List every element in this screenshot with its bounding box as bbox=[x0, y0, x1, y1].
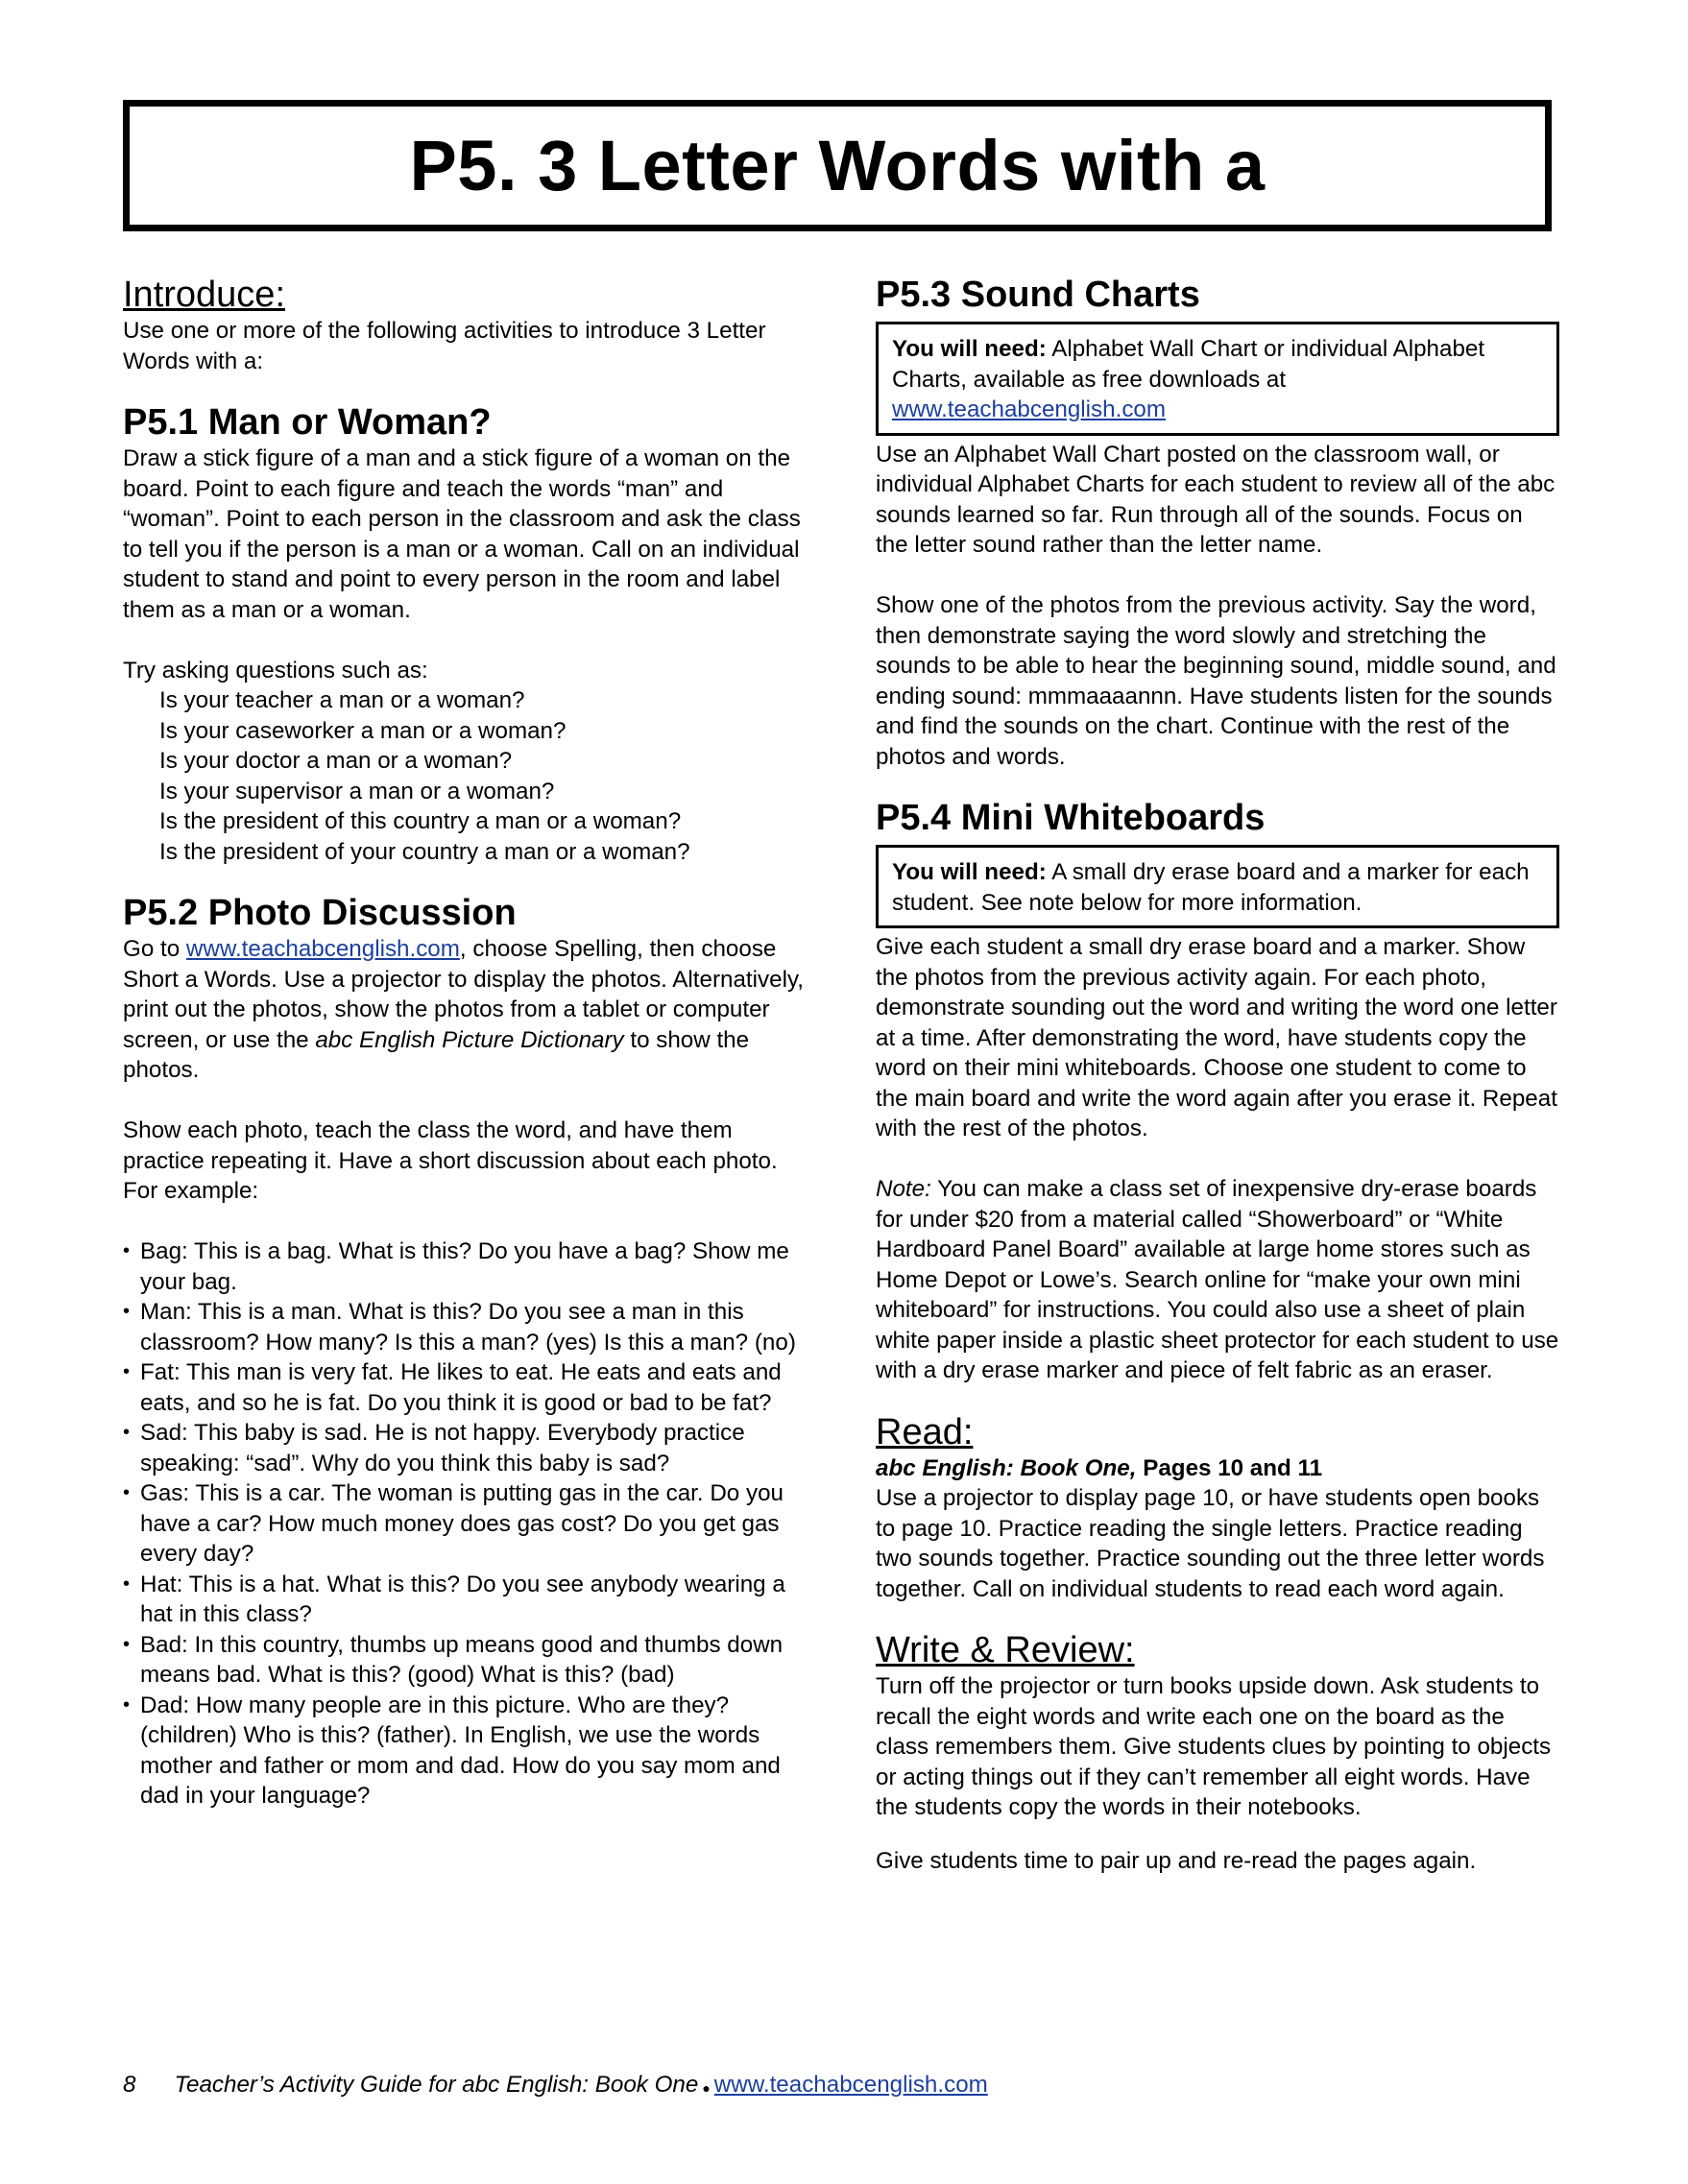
p51-heading: P5.1 Man or Woman? bbox=[123, 402, 492, 443]
read-book-line bbox=[876, 1453, 1559, 1484]
teachabc-link[interactable]: www.teachabcenglish.com bbox=[892, 396, 1167, 422]
p54-need-box bbox=[876, 845, 1559, 928]
footer-link[interactable]: www.teachabcenglish.com bbox=[713, 2072, 988, 2098]
page-footer bbox=[123, 2070, 988, 2103]
question-item: Is your doctor a man or a woman? bbox=[159, 748, 513, 774]
title-box bbox=[123, 100, 1552, 231]
list-item: • Bad: In this country, thumbs up means good and thumbs down means bad. What is this? (good) What is this? (bad) bbox=[123, 1630, 814, 1691]
page-number: 8 bbox=[123, 2072, 136, 2098]
right-column bbox=[876, 274, 1559, 1876]
list-item: • Sad: This baby is sad. He is not happy. Everybody practice speaking: “sad”. Why do you think this baby is sad? bbox=[123, 1418, 814, 1478]
question-item: Is your teacher a man or a woman? bbox=[159, 687, 525, 713]
bullet-separator: ● bbox=[702, 2080, 711, 2096]
list-item: • Dad: How many people are in this picture. Who are they? (children) Who is this? (father). In English, we use the words mother and father or mom and dad. How do you say mom and dad in your language? bbox=[123, 1691, 814, 1812]
need-label: You will need: bbox=[892, 336, 1047, 362]
write-review-heading: Write & Review: bbox=[876, 1630, 1135, 1670]
write-para2: Give students time to pair up and re-read the pages again. bbox=[876, 1847, 1477, 1874]
list-item: • Gas: This is a car. The woman is putting gas in the car. Do you have a car? How much money does gas cost? Do you get gas every day? bbox=[123, 1478, 814, 1570]
p52-para1-suffix: to show the photos. bbox=[123, 1026, 750, 1083]
p52-para1-mid: , choose Spelling, then choose Short a Words. Use a projector to display the photos. Alternatively, print out the photos, show the photos from a tablet or computer screen, or use the bbox=[123, 936, 804, 1053]
p53-para1: Use an Alphabet Wall Chart posted on the classroom wall, or individual Alphabet Charts for each student to review all of the abc sounds learned so far. Run through all of the sounds. Focus on the letter sound rather than the letter name. bbox=[876, 441, 1555, 558]
p54-need-desc: A small dry erase board and a marker for each student. See note below for more information. bbox=[892, 859, 1530, 916]
introduce-heading: Introduce: bbox=[123, 275, 285, 315]
book-title: abc English: Book One, bbox=[876, 1454, 1137, 1481]
p52-heading: P5.2 Photo Discussion bbox=[123, 893, 517, 933]
discussion-list bbox=[123, 1236, 814, 1812]
page-title: P5. 3 Letter Words with a bbox=[409, 126, 1266, 205]
p52-para1 bbox=[123, 934, 814, 1086]
need-label: You will need: bbox=[892, 859, 1047, 885]
list-item: • Hat: This is a hat. What is this? Do you see anybody wearing a hat in this class? bbox=[123, 1570, 814, 1630]
p54-para1: Give each student a small dry erase board and a marker. Show the photos from the previous activity again. For each photo, demonstrate sounding out the word and writing the word one letter at a time. After demonstrating the word, have students copy the word on their mini whiteboards. Choose one student to come to the main board and write the word again after you erase it. Repeat with the rest of the photos. bbox=[876, 934, 1557, 1141]
left-column bbox=[123, 274, 814, 1812]
write-para1: Turn off the projector or turn books upside down. Ask students to recall the eight words and write each one on the board as the class remembers them. Give students clues by pointing to objects or acting things out if they can’t remember all eight words. Have the students copy the words in their notebooks. bbox=[876, 1673, 1552, 1820]
question-item: Is your caseworker a man or a woman? bbox=[159, 717, 567, 744]
p53-need-text bbox=[892, 334, 1543, 425]
p53-need-desc: Alphabet Wall Chart or individual Alphabet Charts, available as free downloads at bbox=[892, 336, 1485, 393]
list-item: • Fat: This man is very fat. He likes to eat. He eats and eats and eats, and so he is fat. Do you think it is good or bad to be fat? bbox=[123, 1357, 814, 1418]
guide-title: Teacher’s Activity Guide for abc English: Book One bbox=[174, 2072, 699, 2098]
p54-heading: P5.4 Mini Whiteboards bbox=[876, 798, 1266, 838]
p54-note-text: You can make a class set of inexpensive dry-erase boards for under $20 from a material called “Showerboard” or “White Hardboard Panel Board” available at large home stores such as Home Depot or Lowe’s. Search online for “make your own mini whiteboard” for instructions. You could also use a sheet of plain white paper inside a plastic sheet protector for each student to use with a dry erase marker and piece of felt fabric as an eraser. bbox=[876, 1176, 1559, 1383]
question-item: Is the president of this country a man or a woman? bbox=[159, 808, 682, 834]
list-item: • Bag: This is a bag. What is this? Do you have a bag? Show me your bag. bbox=[123, 1236, 814, 1297]
p53-heading: P5.3 Sound Charts bbox=[876, 275, 1200, 315]
list-item: • Man: This is a man. What is this? Do you see a man in this classroom? How many? Is this a man? (yes) Is this a man? (no) bbox=[123, 1297, 814, 1357]
picture-dictionary-title: abc English Picture Dictionary bbox=[315, 1026, 624, 1053]
p54-need-text bbox=[892, 857, 1543, 918]
p53-para2: Show one of the photos from the previous activity. Say the word, then demonstrate saying the word slowly and stretching the sounds to be able to hear the beginning sound, middle sound, and ending sound: mmmaaaannn. Have students listen for the sounds and find the sounds on the chart. Continue with the rest of the photos and words. bbox=[876, 592, 1556, 770]
question-item: Is the president of your country a man or a woman? bbox=[159, 838, 690, 865]
introduce-text: Use one or more of the following activities to introduce 3 Letter Words with a: bbox=[123, 318, 766, 374]
p54-note bbox=[876, 1174, 1559, 1386]
p53-need-box bbox=[876, 322, 1559, 436]
p51-try-text: Try asking questions such as: bbox=[123, 657, 428, 684]
teachabc-link[interactable]: www.teachabcenglish.com bbox=[185, 936, 460, 962]
book-pages: Pages 10 and 11 bbox=[1136, 1454, 1323, 1481]
p51-para1: Draw a stick figure of a man and a stick figure of a woman on the board. Point to each figure and teach the words “man” and “woman”. Point to each person in the classroom and ask the class to tell you if the person is a man or a woman. Call on an individual student to stand and point to every person in the room and label them as a man or a woman. bbox=[123, 445, 801, 623]
read-heading: Read: bbox=[876, 1411, 974, 1452]
p52-para2: Show each photo, teach the class the word, and have them practice repeating it. Have a short discussion about each photo. For example: bbox=[123, 1117, 778, 1204]
read-para1: Use a projector to display page 10, or have students open books to page 10. Practice reading the single letters. Practice reading two sounds together. Practice sounding out the three letter words together. Call on individual students to read each word again. bbox=[876, 1485, 1545, 1602]
question-list bbox=[123, 685, 814, 867]
p52-para1-prefix: Go to bbox=[123, 936, 186, 962]
question-item: Is your supervisor a man or a woman? bbox=[159, 778, 555, 804]
note-label: Note: bbox=[876, 1176, 931, 1202]
